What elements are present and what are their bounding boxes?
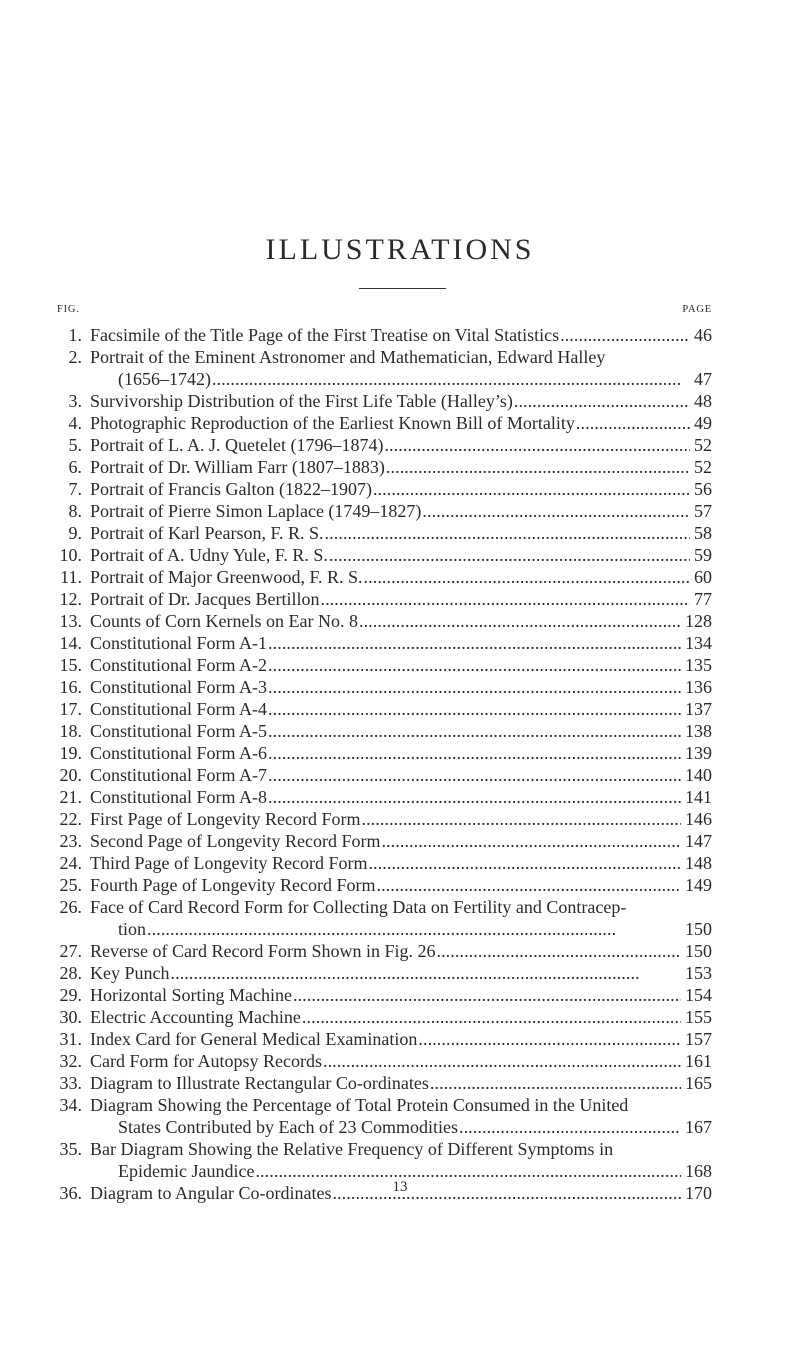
page-ref: 149 [685,875,712,895]
figure-title: Constitutional Form A-7 [90,765,268,785]
figure-number: 33. [59,1073,82,1093]
figure-title: Constitutional Form A-1 [90,633,268,653]
dot-leader [146,918,681,940]
page-ref: 60 [694,567,712,587]
dot-leader [358,610,681,632]
page-ref: 137 [685,699,712,719]
figure-title: Second Page of Longevity Record Form [90,831,381,851]
list-item [0,962,800,984]
dot-leader [301,1006,681,1028]
entry-line [90,1138,712,1160]
list-item [0,654,800,676]
page-ref: 52 [694,435,712,455]
entry-line [90,874,712,896]
page-ref: 136 [685,677,712,697]
figure-title: Portrait of L. A. J. Quetelet (1796–1874) [90,435,384,455]
entry-line [90,610,712,632]
list-item [0,632,800,654]
figure-number: 5. [68,435,82,455]
figure-number: 31. [59,1029,82,1049]
dot-leader [363,566,690,588]
page-number: 13 [392,1179,408,1195]
entry-line [90,566,712,588]
entry-line [90,720,712,742]
list-item [0,588,800,610]
dot-leader [360,808,681,830]
entry-line [90,500,712,522]
entry-line [90,764,712,786]
dot-leader [322,1050,681,1072]
page-ref: 140 [685,765,712,785]
entry-line [90,654,712,676]
list-item [0,390,800,412]
dot-leader [372,478,690,500]
list-item-continuation [0,918,800,940]
figure-number: 16. [59,677,82,697]
figure-title: Photographic Reproduction of the Earliest Known Bill of Mortality [90,413,575,433]
figure-number: 32. [59,1051,82,1071]
dot-leader [267,632,681,654]
dot-leader [324,522,690,544]
list-item [0,346,800,368]
dot-leader [559,324,690,346]
dot-leader [211,368,690,390]
figure-number: 34. [59,1095,82,1115]
page-ref: 150 [685,941,712,961]
figure-number: 29. [59,985,82,1005]
dot-leader [375,874,681,896]
figure-number: 25. [59,875,82,895]
figure-number: 9. [68,523,82,543]
entry-line [90,544,712,566]
dot-leader [267,698,681,720]
figure-title: Portrait of Dr. William Farr (1807–1883) [90,457,385,477]
page-ref: 161 [685,1051,712,1071]
page-ref: 138 [685,721,712,741]
list-item [0,412,800,434]
entry-line [90,434,712,456]
entry-line [90,786,712,808]
page-ref: 58 [694,523,712,543]
figure-number: 30. [59,1007,82,1027]
page-ref: 48 [694,391,712,411]
figure-title: Portrait of Pierre Simon Laplace (1749–1827) [90,501,422,521]
figure-number: 28. [59,963,82,983]
figure-number: 8. [68,501,82,521]
page-ref: 155 [685,1007,712,1027]
figure-title: Counts of Corn Kernels on Ear No. 8 [90,611,358,631]
dot-leader [385,456,690,478]
entry-line [90,390,712,412]
figure-title: Constitutional Form A-3 [90,677,268,697]
figure-number: 10. [59,545,82,565]
figure-title: Constitutional Form A-5 [90,721,268,741]
figure-number: 21. [59,787,82,807]
list-item [0,786,800,808]
entry-line [90,896,712,918]
page-ref: 157 [685,1029,712,1049]
fig-column-header: FIG. [57,304,80,315]
figure-title: Diagram to Angular Co-ordinates [90,1183,332,1203]
entry-line [90,962,712,984]
dot-leader [417,1028,681,1050]
figure-title: Index Card for General Medical Examination [90,1029,418,1049]
dot-leader [458,1116,681,1138]
figure-title: Portrait of A. Udny Yule, F. R. S. [90,545,328,565]
list-item [0,940,800,962]
figure-title: States Contributed by Each of 23 Commodities [118,1117,458,1137]
figure-title: Third Page of Longevity Record Form [90,853,368,873]
page-ref: 154 [685,985,712,1005]
dot-leader [575,412,690,434]
dot-leader [421,500,690,522]
dot-leader [383,434,690,456]
figure-number: 2. [68,347,82,367]
list-item [0,610,800,632]
figure-number: 11. [60,567,82,587]
page-ref: 134 [685,633,712,653]
entry-line [90,984,712,1006]
dot-leader [267,654,681,676]
page-ref: 170 [685,1183,712,1203]
dot-leader [513,390,690,412]
entry-line [90,808,712,830]
figure-title: Survivorship Distribution of the First Life Table (Halley’s) [90,391,513,411]
page-ref: 46 [694,325,712,345]
figure-number: 13. [59,611,82,631]
page-ref: 147 [685,831,712,851]
list-item [0,456,800,478]
page-ref: 148 [685,853,712,873]
figure-number: 22. [59,809,82,829]
figure-title: Portrait of Major Greenwood, F. R. S. [90,567,363,587]
list-item [0,434,800,456]
list-item [0,566,800,588]
figure-title: Card Form for Autopsy Records [90,1051,322,1071]
figure-number: 1. [68,325,82,345]
entry-line [90,830,712,852]
list-item [0,324,800,346]
figure-title: Portrait of Karl Pearson, F. R. S. [90,523,324,543]
figure-number: 4. [68,413,82,433]
list-item [0,478,800,500]
dot-leader [380,830,681,852]
figure-title: Fourth Page of Longevity Record Form [90,875,376,895]
list-item [0,896,800,918]
figure-title: Constitutional Form A-4 [90,699,268,719]
list-item [0,874,800,896]
page-ref: 165 [685,1073,712,1093]
page-ref: 141 [685,787,712,807]
entry-line [90,1028,712,1050]
figure-number: 27. [59,941,82,961]
entry-line [90,478,712,500]
page-ref: 77 [694,589,712,609]
list-item [0,500,800,522]
dot-leader [292,984,681,1006]
page-ref: 167 [685,1117,712,1137]
entry-line [90,588,712,610]
entry-line [90,522,712,544]
figure-title: Key Punch [90,963,170,983]
page-ref: 146 [685,809,712,829]
figure-number: 6. [68,457,82,477]
figure-number: 23. [59,831,82,851]
dot-leader [267,720,681,742]
entry-line [90,1050,712,1072]
dot-leader [429,1072,681,1094]
dot-leader [267,764,681,786]
dot-leader [328,544,690,566]
figure-number: 14. [59,633,82,653]
figure-number: 7. [68,479,82,499]
figure-title: Face of Card Record Form for Collecting Data on Fertility and Contracep- [90,897,627,917]
entry-line [90,1072,712,1094]
entry-line [90,324,712,346]
figure-number: 19. [59,743,82,763]
list-item [0,984,800,1006]
dot-leader [435,940,681,962]
figure-number: 24. [59,853,82,873]
list-item [0,1138,800,1160]
figure-number: 3. [68,391,82,411]
figure-number: 20. [59,765,82,785]
figure-title: Bar Diagram Showing the Relative Frequency of Different Symptoms in [90,1139,614,1159]
list-item [0,720,800,742]
entry-line [90,940,712,962]
figure-title: tion [118,919,147,939]
list-item-continuation [0,1116,800,1138]
list-item [0,698,800,720]
page-ref: 168 [685,1161,712,1181]
page-ref: 150 [685,919,712,939]
figure-title: Portrait of Francis Galton (1822–1907) [90,479,372,499]
page-title: ILLUSTRATIONS [265,233,535,266]
entry-line [90,456,712,478]
figure-title: Diagram to Illustrate Rectangular Co-ordinates [90,1073,429,1093]
dot-leader [267,786,681,808]
list-item-continuation [0,368,800,390]
list-item [0,1006,800,1028]
entry-line [118,1116,712,1138]
entry-line [90,676,712,698]
page-ref: 153 [685,963,712,983]
figure-title: Facsimile of the Title Page of the First Treatise on Vital Statistics [90,325,560,345]
list-item [0,808,800,830]
dot-leader [267,676,681,698]
list-item [0,544,800,566]
page-ref: 52 [694,457,712,477]
figure-title: Horizontal Sorting Machine [90,985,292,1005]
figure-title: Constitutional Form A-2 [90,655,268,675]
figure-title: Constitutional Form A-8 [90,787,268,807]
page-ref: 135 [685,655,712,675]
list-item [0,522,800,544]
figure-title: First Page of Longevity Record Form [90,809,361,829]
entry-line [90,742,712,764]
page-ref: 59 [694,545,712,565]
dot-leader [367,852,681,874]
page-column-header: PAGE [682,304,712,315]
figure-number: 15. [59,655,82,675]
figure-number: 18. [59,721,82,741]
page-ref: 47 [694,369,712,389]
entry-line [90,698,712,720]
entry-line [90,1006,712,1028]
page-ref: 56 [694,479,712,499]
figure-title: (1656–1742) [118,369,211,389]
figure-number: 36. [59,1183,82,1203]
page-ref: 128 [685,611,712,631]
entry-line [90,1094,712,1116]
entry-line [90,412,712,434]
figure-title: Diagram Showing the Percentage of Total Protein Consumed in the United [90,1095,629,1115]
dot-leader [170,962,682,984]
figure-number: 17. [59,699,82,719]
list-item [0,742,800,764]
list-item [0,1094,800,1116]
page-ref: 139 [685,743,712,763]
list-item [0,852,800,874]
figure-number: 35. [59,1139,82,1159]
list-item [0,764,800,786]
figure-title: Portrait of the Eminent Astronomer and Mathematician, Edward Halley [90,347,606,367]
entry-line [90,632,712,654]
figure-title: Constitutional Form A-6 [90,743,268,763]
figure-title: Epidemic Jaundice [118,1161,255,1181]
list-item [0,830,800,852]
dot-leader [319,588,690,610]
page-ref: 49 [694,413,712,433]
dot-leader [267,742,681,764]
entry-line [118,918,712,940]
list-item [0,676,800,698]
list-item [0,1050,800,1072]
title-rule [359,288,446,289]
illustrations-list [0,324,800,1204]
figure-number: 12. [59,589,82,609]
page-ref: 57 [694,501,712,521]
entry-line [118,368,712,390]
entry-line [90,346,712,368]
figure-number: 26. [59,897,82,917]
list-item [0,1072,800,1094]
figure-title: Portrait of Dr. Jacques Bertillon [90,589,320,609]
entry-line [90,852,712,874]
figure-title: Electric Accounting Machine [90,1007,301,1027]
list-item [0,1028,800,1050]
figure-title: Reverse of Card Record Form Shown in Fig. 26 [90,941,436,961]
